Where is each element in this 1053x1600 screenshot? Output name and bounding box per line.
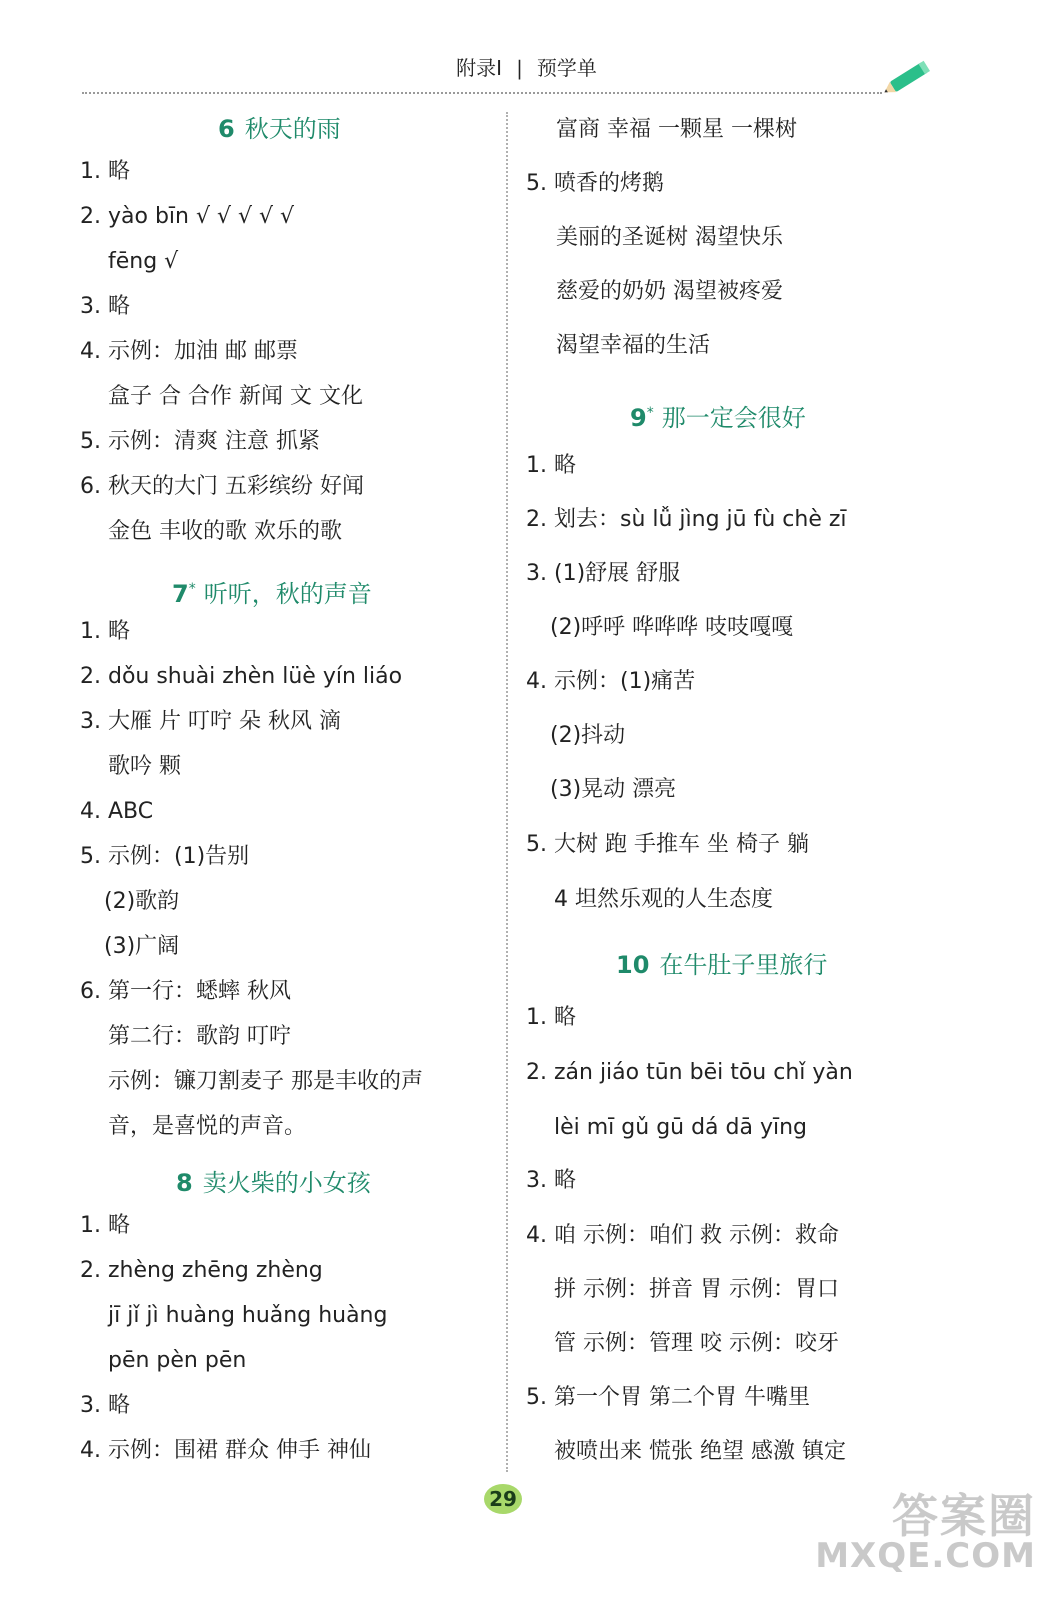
answer-line: 5. 大树 跑 手推车 坐 椅子 躺 [526,832,809,857]
answer-line: 1. 略 [80,159,130,184]
answer-line: 4. 咱 示例：咱们 救 示例：救命 [526,1223,839,1248]
answer-line: 管 示例：管理 咬 示例：咬牙 [554,1331,839,1356]
answer-line: 2. dǒu shuài zhèn lüè yín liáo [80,664,403,689]
answer-line: 3. 大雁 片 叮咛 朵 秋风 滴 [80,709,341,734]
header-appendix: 附录Ⅰ [456,56,503,80]
section-10-title: 10 在牛肚子里旅行 [616,951,828,979]
answer-line: 1. 略 [80,1213,130,1238]
answer-line: 第二行：歌韵 叮咛 [108,1024,291,1049]
header-section: 预学单 [536,56,597,80]
answer-line: 3. 略 [526,1168,576,1193]
answer-line: 渴望幸福的生活 [556,333,711,358]
answer-line: 5. 第一个胃 第二个胃 牛嘴里 [526,1385,810,1410]
answer-line: 5. 喷香的烤鹅 [526,171,664,196]
answer-line: 1. 略 [526,453,576,478]
answer-line: 拼 示例：拼音 胃 示例：胃口 [554,1277,839,1302]
answer-line: 4. 示例：围裙 群众 伸手 神仙 [80,1438,371,1463]
answer-line: (2)呼呼 哗哗哗 吱吱嘎嘎 [550,615,794,640]
answer-line: jī jǐ jì huàng huǎng huàng [108,1303,388,1328]
answer-line: 5. 示例：(1)告别 [80,844,250,869]
pencil-icon [880,52,938,102]
answer-line: pēn pèn pēn [108,1348,247,1373]
answer-line: 2. zán jiáo tūn bēi tōu chǐ yàn [526,1060,853,1085]
answer-line: 3. 略 [80,1393,130,1418]
section-7-title: 7* 听听，秋的声音 [172,580,372,608]
answer-line: 1. 略 [80,619,130,644]
answer-line: (2)歌韵 [104,889,180,914]
answer-line: 3. 略 [80,294,130,319]
section-8-title: 8 卖火柴的小女孩 [176,1169,371,1197]
answer-line: 3. (1)舒展 舒服 [526,561,681,586]
answer-line: (3)广阔 [104,934,180,959]
answer-line: 2. zhèng zhēng zhèng [80,1258,323,1283]
answer-line: 歌吟 颗 [108,754,181,779]
answer-line: (3)晃动 漂亮 [550,777,677,802]
answer-line: 2. yào bīn √ √ √ √ √ [80,204,295,229]
answer-line: 被喷出来 慌张 绝望 感激 镇定 [554,1439,846,1464]
answer-line: 4. 示例：加油 邮 邮票 [80,339,298,364]
answer-line: (2)抖动 [550,723,626,748]
answer-line: 盒子 合 合作 新闻 文 文化 [108,384,363,409]
answer-line: lèi mī gǔ gū dá dā yīng [554,1115,808,1140]
answer-line: 4. ABC [80,799,154,824]
page-number: 29 [484,1484,522,1514]
answer-line: 2. 划去：sù lǚ jìng jū fù chè zī [526,507,847,532]
answer-line: 音，是喜悦的声音。 [108,1114,307,1139]
answer-line: 富商 幸福 一颗星 一棵树 [556,117,797,142]
watermark-url: MXQE.COM [815,1536,1036,1576]
answer-line: 美丽的圣诞树 渴望快乐 [556,225,783,250]
answer-line: 5. 示例：清爽 注意 抓紧 [80,429,320,454]
answer-line: 4. 示例：(1)痛苦 [526,669,696,694]
answer-line: 1. 略 [526,1005,576,1030]
column-divider [506,112,508,1472]
header-separator: | [516,56,523,80]
answer-line: 慈爱的奶奶 渴望被疼爱 [556,279,783,304]
answer-line: 金色 丰收的歌 欢乐的歌 [108,519,342,544]
watermark-text: 答案圈 [892,1489,1036,1543]
header-dotted-rule [82,92,882,94]
watermark-logo [815,1480,1036,1590]
answer-line: 6. 第一行：蟋蟀 秋风 [80,979,291,1004]
section-9-title: 9* 那一定会很好 [630,404,806,432]
section-6-title: 6 秋天的雨 [218,115,341,143]
answer-line: 6. 秋天的大门 五彩缤纷 好闻 [80,474,364,499]
answer-line: fēng √ [108,249,179,274]
answer-line: 示例：镰刀割麦子 那是丰收的声 [108,1069,423,1094]
answer-line: 4 坦然乐观的人生态度 [554,887,773,912]
